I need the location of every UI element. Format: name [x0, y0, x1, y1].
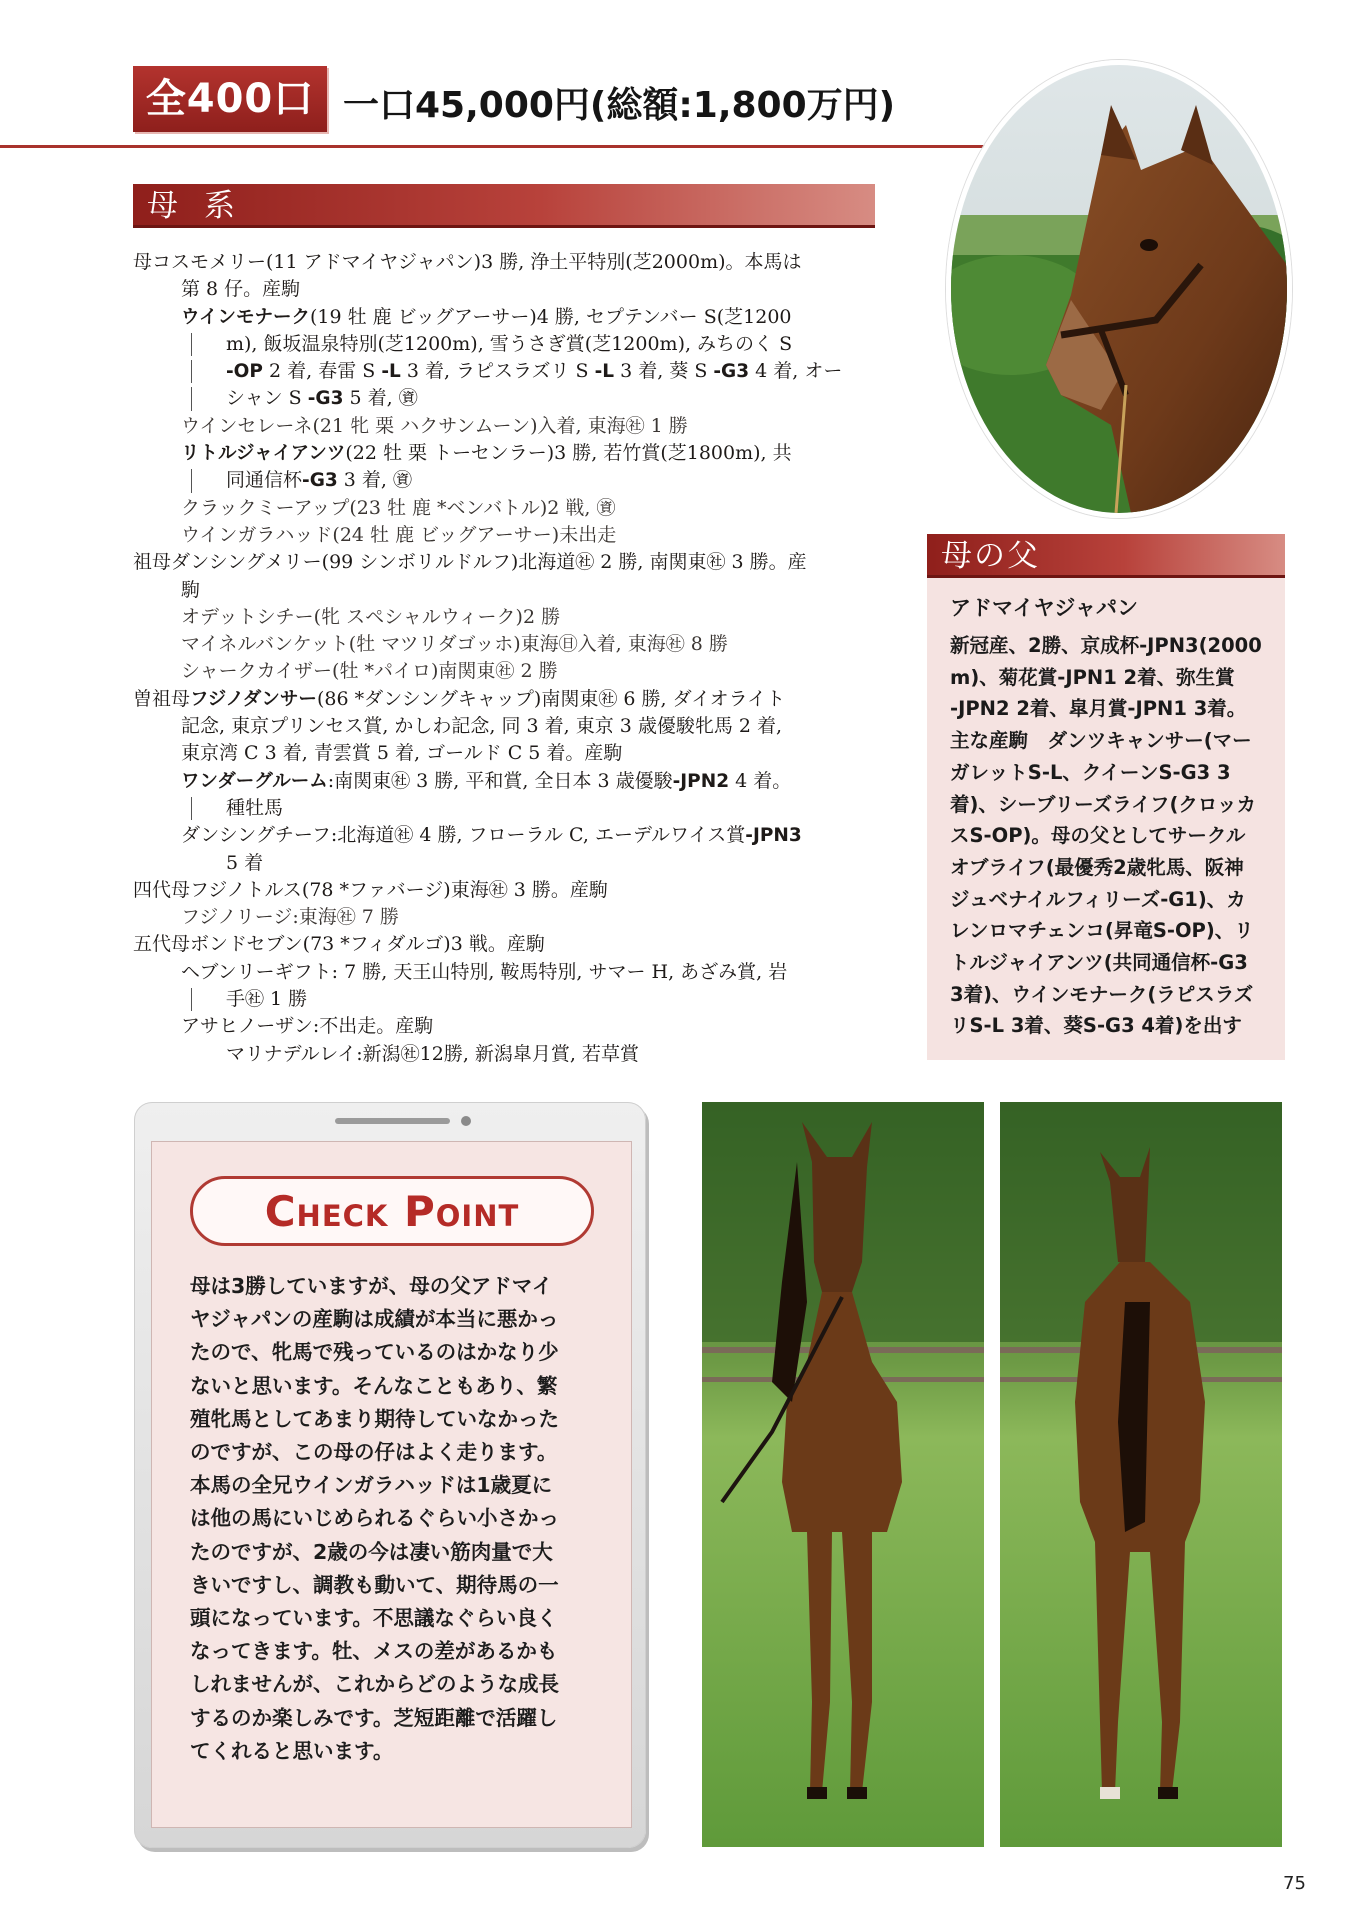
pedigree-text-run: 4 着, オー [749, 360, 843, 383]
horse-portrait-photo [946, 60, 1292, 518]
pedigree-text-run: フジノリージ:東海㊓ 7 勝 [181, 906, 399, 929]
pedigree-text-run: 3 着, 葵 S [614, 360, 714, 383]
pedigree-text-run: アサヒノーザン:不出走。産駒 [181, 1015, 434, 1038]
pedigree-text-run: :南関東㊓ 3 勝, 平和賞, 全日本 3 歳優駿 [327, 769, 673, 792]
pedigree-text-run: 種牡馬 [226, 796, 284, 819]
pedigree-line [133, 522, 883, 549]
pedigree-emphasis: -OP [226, 361, 263, 383]
page-number: 75 [1283, 1873, 1306, 1894]
pedigree-line [133, 495, 883, 522]
horse-head-image [951, 65, 1287, 513]
pedigree-text-run: 五代母ボンドセブン(73 *フィダルゴ)3 戦。産駒 [133, 933, 545, 956]
pedigree-line [133, 768, 883, 795]
pedigree-line [133, 658, 883, 685]
pedigree-text-run: 3 着, ラピスラズリ S [400, 360, 595, 383]
share-count-badge: 全400口 [133, 66, 327, 132]
pedigree-line [133, 822, 883, 849]
sire-section-title: 母の父 [927, 534, 1285, 578]
pedigree-line [133, 331, 883, 358]
pedigree-line [133, 740, 883, 767]
pedigree-branch-line [191, 797, 192, 820]
pedigree-text-run: 東京湾 C 3 着, 青雲賞 5 着, ゴールド C 5 着。産駒 [181, 742, 623, 765]
check-point-title-text: Check Point [264, 1187, 520, 1236]
horse-rear-image [1000, 1102, 1282, 1847]
pedigree-emphasis: -G3 [307, 388, 344, 410]
horse-rear-photo [1000, 1102, 1282, 1847]
pedigree-text-run: クラックミーアップ(23 牡 鹿 *ベンバトル)2 戦, ㊮ [181, 496, 616, 519]
pedigree-line [133, 1013, 883, 1040]
pedigree-text-run: (22 牡 栗 トーセンラー)3 勝, 若竹賞(芝1800m), 共 [345, 442, 792, 465]
sire-description: 新冠産、2勝、京成杯-JPN3(2000 m)、菊花賞-JPN1 2着、弥生賞 -JPN2 2着、皐月賞-JPN1 3着。 主な産駒 ダンツキャンサー(マー ガレットS-L、クイーンS-G3 3 着)、シーブリーズライフ(クロッカ スS-OP)。母の父としてサークル オブライフ(最優秀2歳牝馬、阪神 ジュベナイルフィリーズ-G1)、カ レンロマチェンコ(昇竜S-OP)、リ トルジャイアンツ(共同通信杯-G3 3着)、ウインモナーク(ラピスラズ リS-L 3着、葵S-G3 4着)を出す [950, 634, 1262, 1038]
check-point-text: 母は3勝していますが、母の父アドマイ ヤジャパンの産駒は成績が本当に悪かっ たので、牝馬で残っているのはかなり少 ないと思います。そんなこともあり、繁 殖牝馬としてあまり期待していなかった のですが、この母の仔はよく走ります。 本馬の全兄ウインガラハッドは1歳夏に は他の馬にいじめられるぐらい小さかっ たのですが、2歳の今は凄い筋肉量で大 きいですし、調教も動いて、期待馬の一 頭になっています。不思議なぐらい良く なってきます。牡、メスの差があるかも しれませんが、これからどのような成長 するのか楽しみです。芝短距離で活躍し てくれると思います。 [190, 1274, 559, 1763]
check-point-title [190, 1176, 594, 1246]
header-rule [0, 145, 985, 148]
pedigree-branch-line [191, 360, 192, 383]
pedigree-text-run: (19 牡 鹿 ビッグアーサー)4 勝, セプテンバー S(芝1200 [309, 305, 792, 328]
pedigree-emphasis: -L [594, 361, 615, 383]
pedigree-line [133, 249, 883, 276]
pedigree-line [133, 413, 883, 440]
pedigree-branch-line [191, 387, 192, 410]
pedigree-text-run: 記念, 東京プリンセス賞, かしわ記念, 同 3 着, 東京 3 歳優駿牝馬 2 着, [181, 715, 783, 738]
pedigree-emphasis: -JPN2 [672, 770, 730, 792]
price-heading: 一口45,000円(総額:1,800万円) [343, 85, 896, 126]
pedigree-text-run: 同通信杯 [226, 469, 303, 492]
pedigree-text-run: (86 *ダンシングキャップ)南関東㊓ 6 勝, ダイオライト [316, 687, 786, 710]
pedigree-line [133, 850, 883, 877]
pedigree-text-run: マイネルバンケット(牡 マツリダゴッホ)東海㊐入着, 東海㊓ 8 勝 [181, 633, 728, 656]
pedigree-line [133, 276, 883, 303]
pedigree-text-run: ダンシングチーフ:北海道㊓ 4 勝, フローラル C, エーデルワイス賞 [181, 824, 746, 847]
pedigree-text-run: 5 着 [226, 851, 264, 874]
pedigree-emphasis: -G3 [302, 470, 338, 492]
pedigree-text-run: 第 8 仔。産駒 [181, 278, 301, 301]
pedigree-text [133, 249, 883, 1068]
pedigree-line [133, 904, 883, 931]
pedigree-line [133, 1041, 883, 1068]
pedigree-line [133, 631, 883, 658]
pedigree-emphasis: ワンダーグルーム [181, 770, 328, 792]
pedigree-line [133, 358, 883, 385]
horse-front-photo [702, 1102, 984, 1847]
pedigree-emphasis: ウインモナーク [181, 306, 310, 328]
pedigree-emphasis: フジノダンサー [190, 688, 317, 710]
pedigree-line [133, 577, 883, 604]
pedigree-line [133, 986, 883, 1013]
pedigree-line [133, 604, 883, 631]
pedigree-line [133, 795, 883, 822]
pedigree-line [133, 959, 883, 986]
pedigree-line [133, 877, 883, 904]
pedigree-text-run: 手㊓ 1 勝 [226, 988, 308, 1011]
horse-front-image [702, 1102, 984, 1847]
pedigree-branch-line [191, 469, 192, 492]
pedigree-text-run: ヘブンリーギフト: 7 勝, 天王山特別, 鞍馬特別, サマー H, あざみ賞, 岩 [181, 960, 788, 983]
pedigree-text-run: 2 着, 春雷 S [262, 360, 382, 383]
pedigree-emphasis: -L [381, 361, 401, 383]
pedigree-text-run: シャークカイザー(牡 *パイロ)南関東㊓ 2 勝 [181, 660, 558, 683]
pedigree-line [133, 713, 883, 740]
pedigree-emphasis: -JPN3 [745, 825, 802, 847]
pedigree-line [133, 467, 883, 494]
pedigree-text-run: 母コスモメリー(11 アドマイヤジャパン)3 勝, 浄土平特別(芝2000m)。本馬は [133, 251, 802, 273]
pedigree-emphasis: リトルジャイアンツ [181, 443, 346, 465]
pedigree-text-run: シャン S [226, 387, 308, 410]
pedigree-text-run: ウインガラハッド(24 牡 鹿 ビッグアーサー)未出走 [181, 523, 617, 546]
pedigree-line [133, 931, 883, 958]
pedigree-text-run: オデットシチー(牝 スペシャルウィーク)2 勝 [181, 605, 561, 628]
pedigree-line [133, 385, 883, 412]
pedigree-line [133, 440, 883, 467]
pedigree-text-run: 4 着。 [729, 769, 792, 792]
maternal-section-title: 母系 [133, 184, 875, 228]
pedigree-text-run: 駒 [181, 578, 201, 601]
pedigree-text-run: ウインセレーネ(21 牝 栗 ハクサンムーン)入着, 東海㊓ 1 勝 [181, 414, 688, 437]
tablet-camera-dot [461, 1116, 471, 1126]
pedigree-text-run: 3 着, ㊮ [337, 469, 413, 492]
sire-name: アドマイヤジャパン [950, 596, 1138, 620]
pedigree-branch-line [191, 988, 192, 1011]
pedigree-emphasis: -G3 [713, 361, 750, 383]
pedigree-text-run: 四代母フジノトルス(78 *ファバージ)東海㊓ 3 勝。産駒 [133, 878, 608, 901]
pedigree-text-run: 曽祖母 [133, 687, 191, 710]
pedigree-line [133, 549, 883, 576]
tablet-speaker-slot [335, 1118, 450, 1124]
pedigree-text-run: マリナデルレイ:新潟㊓12勝, 新潟皐月賞, 若草賞 [226, 1042, 639, 1065]
pedigree-text-run: 祖母ダンシングメリー(99 シンボリルドルフ)北海道㊓ 2 勝, 南関東㊓ 3 勝。産 [133, 551, 807, 574]
pedigree-line [133, 304, 883, 331]
pedigree-branch-line [191, 333, 192, 356]
pedigree-line [133, 686, 883, 713]
pedigree-text-run: m), 飯坂温泉特別(芝1200m), 雪うさぎ賞(芝1200m), みちのく S [226, 332, 793, 355]
pedigree-text-run: 5 着, ㊮ [343, 387, 418, 410]
